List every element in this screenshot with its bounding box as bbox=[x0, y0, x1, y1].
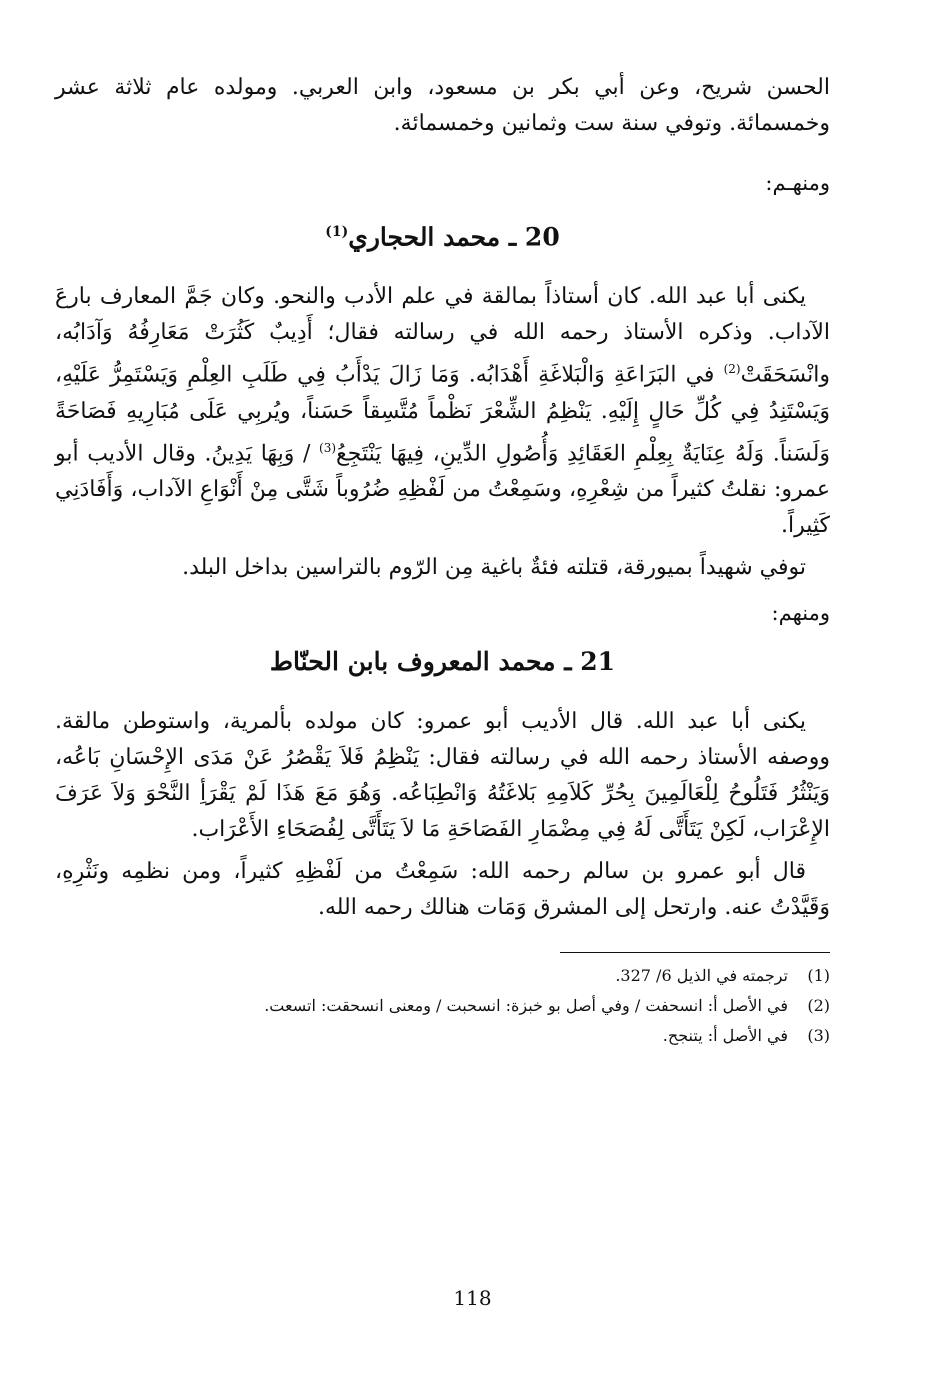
section-intro-1: ومنهـم: bbox=[765, 171, 830, 195]
section-intro-2: ومنهم: bbox=[771, 600, 830, 625]
entry-20-heading bbox=[55, 212, 830, 257]
entry-20-paragraph-2: توفي شهيداً بميورقة، قتلته فئةٌ باغية مِن الرّوم بالتراسين بداخل البلد. bbox=[182, 554, 806, 580]
continuation-paragraph: الحسن شريح، وعن أبي بكر بن مسعود، وابن العربي. ومولده عام ثلاثة عشر وخمسمائة. وتوفي سنة ست وثمانين وخمسمائة. bbox=[55, 75, 830, 136]
footnote-number: (3) bbox=[807, 1025, 830, 1045]
entry-21-title: 21 ـ محمد المعروف بابن الحنّاط bbox=[269, 646, 616, 676]
entry-21-paragraph-2: قال أبو عمرو بن سالم رحمه الله: سَمِعْتُ من لَفْظِهِ كثيراً، ومن نظمِه ونَثْرِهِ، وَقَيَّدْتُ عنه. وارتحل إلى المشرق وَمَات هنالك رحمه الله. bbox=[55, 858, 830, 920]
footnote-2 bbox=[55, 991, 830, 1021]
entry-20-title: 20 ـ محمد الحجاري bbox=[348, 222, 560, 252]
entry-20-paragraph-1 bbox=[55, 279, 830, 544]
footnote-3 bbox=[55, 1021, 830, 1051]
entry-20-text-b: في البَرَاعَةِ وَالْبَلاغَةِ أَهْدَابُه. وَمَا زَالَ يَدْأَبُ فِي طَلَبِ العِلْمِ وَيَسْتَمِرُّ عَلَيْهِ، وَيَسْتَنِدُ فِي كُلِّ حَالٍ إِلَيْهِ. يَنْظِمُ الشِّعْرَ نَظْماً مُتَّسِقاً حَسَناً، ويُربِي عَلَى مُبَارِيهِ فَصَاحَةً وَلَسَناً. وَلَهُ عِنَايَةٌ بِعِلْمِ العَقَائِدِ وَأُصُولِ الدِّينِ، فِيهَا يَنْتَجِعُ bbox=[55, 362, 831, 466]
footnote-1 bbox=[55, 961, 830, 991]
footnotes-divider bbox=[560, 952, 830, 953]
entry-21-heading bbox=[55, 642, 830, 682]
spacer bbox=[55, 628, 830, 642]
spacer bbox=[55, 257, 830, 279]
entry-21-paragraph-1: يكنى أبا عبد الله. قال الأديب أبو عمرو: كان مولده بألمرية، واستوطن مالقة. ووصفه الأستاذ رحمه الله في رسالته فقال: يَنْظِمُ فَلاَ يَقْصُرُ عَنْ مَدَى الإِحْسَانِ بَاعُه، وَيَنْثُرُ فَتَلُوحُ لِلْعَالَمِينَ بِحُرِّ كَلاَمِهِ بَلاغَتُهُ وَانْطِبَاعُه. وَهُوَ مَعَ هَذَا لَمْ يَقْرَأِ النَّحْوَ وَلاَ عَرَفَ الإِعْرَاب، لَكِنْ يَتَأَتَّى لَهُ فِي مِضْمَارِ الفَصَاحَةِ مَا لاَ يَتَأَتَّى لِفُصَحَاءِ الأَعْرَاب. bbox=[55, 708, 831, 842]
footnote-ref-2[interactable]: (2) bbox=[723, 362, 741, 377]
entry-20-text-c: / وَبِهَا يَدِينُ. وقال الأديب أبو عمرو: نقلتُ كثيراً من شِعْرِهِ، وسَمِعْتُ من لَفْظِهِ ضُرُوباً شَتَّى مِنْ أَنْوَاعِ الآداب، وَأَفَادَنِي كَثِيراً. bbox=[55, 440, 830, 538]
spacer bbox=[55, 682, 830, 704]
footnote-number: (1) bbox=[807, 965, 830, 985]
footnotes bbox=[55, 961, 830, 1051]
footnote-text: ترجمته في الذيل 6/ 327. bbox=[615, 965, 788, 985]
footnote-ref-1[interactable]: (1) bbox=[325, 224, 349, 240]
footnote-number: (2) bbox=[807, 995, 830, 1015]
footnote-ref-3[interactable]: (3) bbox=[319, 440, 337, 455]
page-number: 118 bbox=[453, 1286, 492, 1310]
page-content bbox=[55, 70, 830, 1051]
footnote-text: في الأصل أ: يتنجح. bbox=[662, 1025, 788, 1045]
footnote-text: في الأصل أ: انسحفت / وفي أصل بو خبزة: انسحبت / ومعنى انسحقت: اتسعت. bbox=[264, 995, 788, 1015]
entry-20-text-a: يكنى أبا عبد الله. كان أستاذاً بمالقة في علم الأدب والنحو. وكان جَمَّ المعارف بارعَ الآداب. وذكره الأستاذ رحمه الله في رسالته فقال؛ أَدِيبٌ كَثُرَتْ مَعَارِفُهُ وَآدَابُه، وانْسَحَقَتْ bbox=[55, 284, 830, 388]
spacer bbox=[55, 198, 830, 212]
